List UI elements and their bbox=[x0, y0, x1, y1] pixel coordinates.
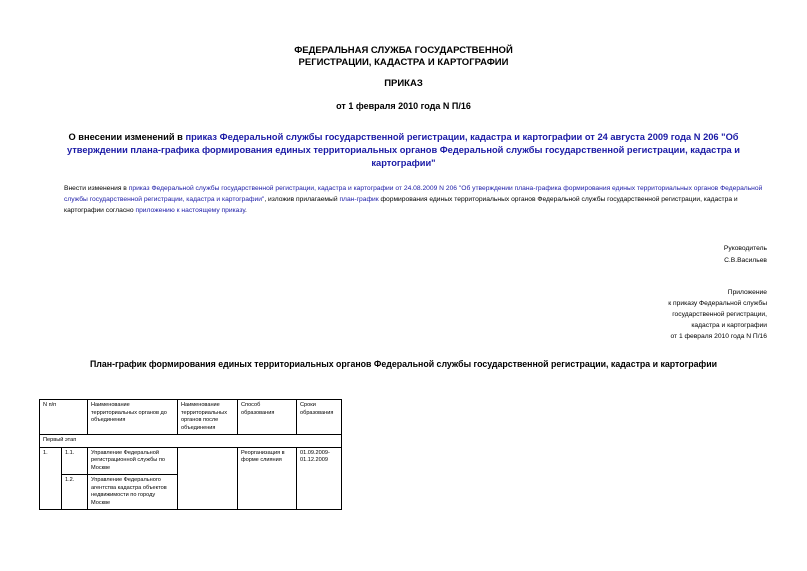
body-plan-link[interactable]: план-график bbox=[339, 196, 379, 203]
appendix-block bbox=[668, 287, 767, 342]
appendix-line-5: от 1 февраля 2010 года N П/16 bbox=[670, 333, 767, 340]
signature-block bbox=[724, 243, 767, 267]
table-row bbox=[40, 447, 342, 475]
row-before: Управление Федерального агентства кадастра объектов недвижимости по городу Москве bbox=[88, 475, 178, 510]
org-line-1: ФЕДЕРАЛЬНАЯ СЛУЖБА ГОСУДАРСТВЕННОЙ bbox=[294, 45, 513, 56]
body-paragraph bbox=[40, 183, 770, 216]
row-subnum: 1.2. bbox=[62, 475, 88, 510]
stage-label: Первый этап bbox=[40, 435, 342, 448]
title-order-link[interactable]: приказ Федеральной службы государственной регистрации, кадастра и картографии от 24 августа 2009 года N 206 "Об утверждении плана-графика формирования единых территориальных органов Федеральной службы государственной регистрации, кадастра и картографии" bbox=[66, 132, 741, 168]
stage-row bbox=[40, 435, 342, 448]
row-num: 1. bbox=[40, 447, 62, 510]
body-text-2: , изложив прилагаемый bbox=[264, 196, 340, 203]
body-appendix-link[interactable]: приложению к настоящему приказу bbox=[135, 207, 245, 214]
row-after bbox=[178, 447, 238, 510]
header-method: Способ образования bbox=[238, 400, 297, 435]
org-line-2: РЕГИСТРАЦИИ, КАДАСТРА И КАРТОГРАФИИ bbox=[298, 57, 509, 68]
appendix-line-2: к приказу Федеральной службы bbox=[668, 300, 767, 307]
body-text-3: формирования единых территориальных органов Федеральной службы государственной регистрации, кадастра и картографии согласно bbox=[64, 196, 738, 214]
header-before: Наименование территориальных органов до объединения bbox=[88, 400, 178, 435]
document-type: ПРИКАЗ bbox=[384, 78, 423, 89]
row-subnum: 1.1. bbox=[62, 447, 88, 475]
row-term: 01.09.2009-01.12.2009 bbox=[297, 447, 342, 510]
row-method: Реорганизация в форме слияния bbox=[238, 447, 297, 510]
body-text-4: . bbox=[245, 207, 247, 214]
row-before: Управление Федеральной регистрационной службы по Москве bbox=[88, 447, 178, 475]
signature-role: Руководитель bbox=[723, 245, 767, 252]
header-term: Сроки образования bbox=[297, 400, 342, 435]
header-after: Наименование территориальных органов после объединения bbox=[178, 400, 238, 435]
plan-table bbox=[39, 399, 342, 510]
document-title bbox=[50, 131, 757, 170]
signature-name: С.В.Васильев bbox=[724, 257, 767, 264]
appendix-line-4: кадастра и картографии bbox=[691, 322, 767, 329]
appendix-line-3: государственной регистрации, bbox=[672, 311, 767, 318]
document-date: от 1 февраля 2010 года N П/16 bbox=[336, 101, 471, 111]
appendix-line-1: Приложение bbox=[727, 289, 767, 296]
body-order-link[interactable]: приказ Федеральной службы государственной регистрации, кадастра и картографии от 24.08.2009 N 206 "Об утверждении плана-графика формирования единых территориальных органов Федеральной службы государственной регистрации, кадастра и картографии" bbox=[64, 185, 763, 203]
plan-title: План-график формирования единых территориальных органов Федеральной службы государственной регистрации, кадастра и картографии bbox=[89, 359, 718, 369]
organization-name bbox=[0, 45, 807, 69]
table-header-row bbox=[40, 400, 342, 435]
header-num: N п/п bbox=[40, 400, 88, 435]
body-text-1: Внести изменения в bbox=[64, 185, 129, 192]
title-prefix: О внесении изменений в bbox=[68, 132, 186, 142]
